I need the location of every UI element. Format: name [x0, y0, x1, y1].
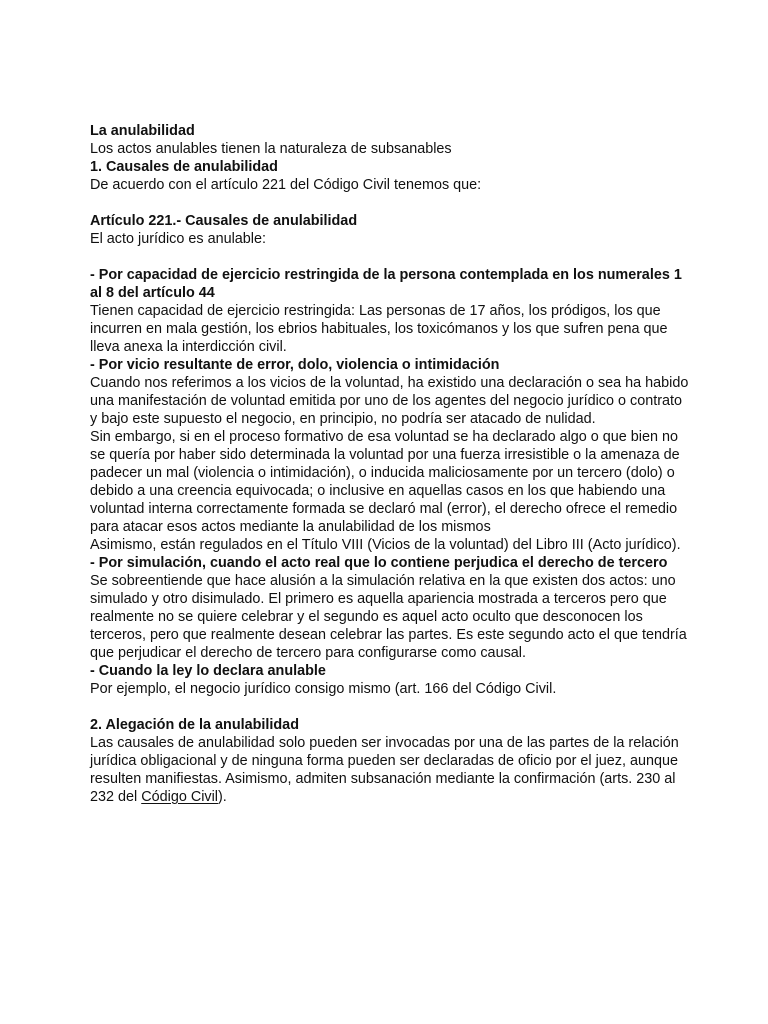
spacer — [90, 698, 690, 716]
cause-2-paragraph-2: Sin embargo, si en el proceso formativo de esa voluntad se ha declarado algo o que bien no se quería por haber sido determinada la voluntad por una fuerza irresistible o la amenaza de padecer un mal (violencia o intimidación), o inducida maliciosamente por un tercero (dolo) o debido a una creencia equivocada; o inclusive en aquellas casos en los que habiendo una voluntad interna correctamente formada se declaró mal (error), el derecho ofrece el remedio para atacar esos actos mediante la anulabilidad de los mismos — [90, 429, 680, 535]
codigo-civil-link[interactable]: Código Civil — [141, 789, 218, 805]
section-1-heading: 1. Causales de anulabilidad — [90, 159, 278, 175]
section-2-paragraph — [90, 734, 690, 806]
section-2-text-end: ). — [218, 789, 227, 805]
cause-3-paragraph: Se sobreentiende que hace alusión a la simulación relativa en la que existen dos actos: uno simulado y otro disimulado. El primero es aquella apariencia mostrada a terceros pero que realmente no se quiere celebrar y el segundo es aquel acto oculto que desconocen los terceros, pero que realmente desean celebrar las partes. Es este segundo acto el que tendría que perjudicar el derecho de tercero para configurarse como causal. — [90, 573, 687, 661]
cause-3-heading: - Por simulación, cuando el acto real que lo contiene perjudica el derecho de tercero — [90, 555, 668, 571]
intro-paragraph: Los actos anulables tienen la naturaleza de subsanables — [90, 141, 452, 157]
article-221-heading: Artículo 221.- Causales de anulabilidad — [90, 213, 358, 229]
spacer — [90, 194, 690, 212]
article-221-paragraph: El acto jurídico es anulable: — [90, 231, 266, 247]
cause-2-paragraph-1: Cuando nos referimos a los vicios de la voluntad, ha existido una declaración o sea ha habido una manifestación de voluntad emitida por uno de los agentes del negocio jurídico o contrato y bajo este supuesto el negocio, en principio, no podría ser atacado de nulidad. — [90, 375, 689, 427]
spacer — [90, 248, 690, 266]
cause-1-paragraph: Tienen capacidad de ejercicio restringida: Las personas de 17 años, los pródigos, los que incurren en mala gestión, los ebrios habituales, los toxicómanos y los que sufren pena que lleva anexa la interdicción civil. — [90, 303, 668, 355]
section-2-heading: 2. Alegación de la anulabilidad — [90, 717, 299, 733]
document-title: La anulabilidad — [90, 123, 195, 139]
section-2-text: Las causales de anulabilidad solo pueden ser invocadas por una de las partes de la relación jurídica obligacional y de ninguna forma pueden ser declaradas de oficio por el juez, aunque resulten manifiestas. Asimismo, admiten subsanación mediante la confirmación (arts. 230 al 232 del — [90, 735, 679, 805]
cause-2-heading: - Por vicio resultante de error, dolo, violencia o intimidación — [90, 357, 500, 373]
cause-2-paragraph-3: Asimismo, están regulados en el Título VIII (Vicios de la voluntad) del Libro III (Acto jurídico). — [90, 537, 681, 553]
cause-4-paragraph: Por ejemplo, el negocio jurídico consigo mismo (art. 166 del Código Civil. — [90, 681, 557, 697]
cause-1-heading: - Por capacidad de ejercicio restringida de la persona contemplada en los numerales 1 al 8 del artículo 44 — [90, 267, 682, 301]
section-1-paragraph: De acuerdo con el artículo 221 del Código Civil tenemos que: — [90, 177, 482, 193]
cause-4-heading: - Cuando la ley lo declara anulable — [90, 663, 326, 679]
document-page — [90, 122, 690, 806]
